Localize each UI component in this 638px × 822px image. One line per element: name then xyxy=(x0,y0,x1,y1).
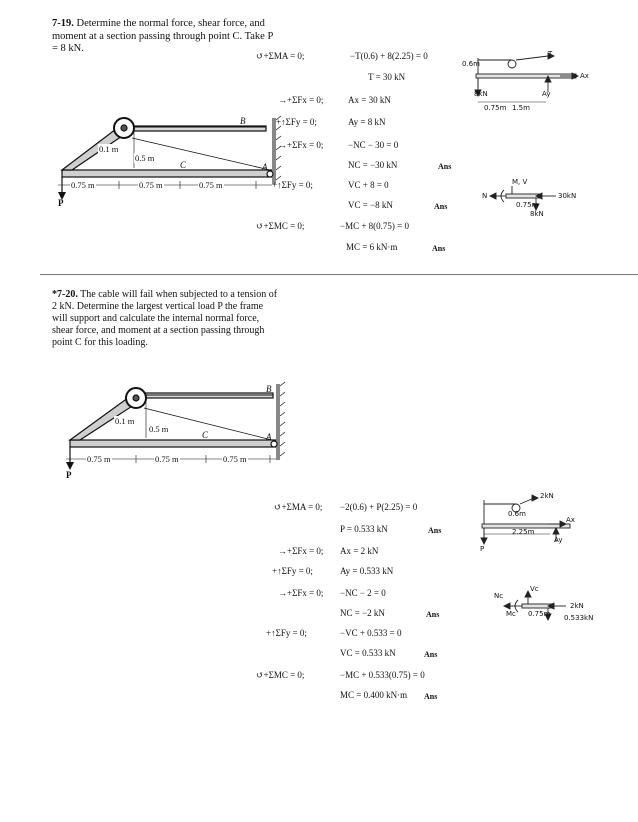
p20-fbd-t: 2kN xyxy=(540,492,554,500)
p20-eq5-expr: NC = −2 kN xyxy=(340,608,385,618)
p20-fbd-v: Vc xyxy=(530,585,539,593)
p20-eq8-cond: ↺+ΣMC = 0; xyxy=(256,670,305,680)
p19-eq0-expr: −T(0.6) + 8(2.25) = 0 xyxy=(350,51,428,61)
p20-dim-2: 0.75 m xyxy=(155,454,179,464)
p19-fbd-t: T xyxy=(548,50,553,58)
p20-fbd-ax: Ax xyxy=(566,516,575,524)
p20-eq4-expr: −NC − 2 = 0 xyxy=(340,588,386,598)
p19-radius-label: 0.1 m xyxy=(99,144,119,154)
p20-fbd-n: Nc xyxy=(494,592,504,600)
p19-fbd-load-s: 8kN xyxy=(530,210,544,218)
p19-label-b: B xyxy=(240,116,246,126)
p20-height-label: 0.5 m xyxy=(149,424,169,434)
p20-eq1-expr: P = 0.533 kN xyxy=(340,524,388,534)
p19-eq3-expr: Ay = 8 kN xyxy=(348,117,386,127)
p20-eq1-ans: Ans xyxy=(428,526,442,535)
p19-eq0-cond: ↺+ΣMA = 0; xyxy=(256,51,305,61)
p19-fbd-ay: Ay xyxy=(542,90,551,98)
p20-fbd-load-s: 0.533kN xyxy=(564,614,594,622)
p19-eq7-expr: VC = −8 kN xyxy=(348,200,393,210)
p20-eq5-ans: Ans xyxy=(426,610,440,619)
p19-eq5-ans: Ans xyxy=(438,162,452,171)
p19-eq4-expr: −NC − 30 = 0 xyxy=(348,140,399,150)
p20-eq9-expr: MC = 0.400 kN·m xyxy=(340,690,408,700)
p19-eq6-expr: VC + 8 = 0 xyxy=(348,180,389,190)
p20-dim-1: 0.75 m xyxy=(87,454,111,464)
p20-eq4-cond: →+ΣFx = 0; xyxy=(278,588,324,598)
p19-eq6-cond: +↑ΣFy = 0; xyxy=(272,180,313,190)
p19-fbd-d1: 0.75m xyxy=(484,104,507,112)
p20-label-c: C xyxy=(202,430,209,440)
p19-dim-1: 0.75 m xyxy=(71,180,95,190)
problem-20-number: *7-20. xyxy=(52,289,78,300)
p19-fbd-mv: M, V xyxy=(512,178,528,186)
p19-eq9-expr: MC = 6 kN·m xyxy=(346,242,398,252)
p20-eq0-cond: ↺+ΣMA = 0; xyxy=(274,502,323,512)
p19-fbd-force: 30kN xyxy=(558,192,577,200)
p20-eq8-expr: −MC + 0.533(0.75) = 0 xyxy=(340,670,425,680)
problem-20-text: The cable will fail when subjected to a tension of 2 kN. Determine the largest vertical load P the frame will support and calculate the internal normal force, shear force, and moment at a section passing through point C for this loading. xyxy=(52,289,278,348)
p20-label-b: B xyxy=(266,384,272,394)
p20-dim-3: 0.75 m xyxy=(223,454,247,464)
p20-eq0-expr: −2(0.6) + P(2.25) = 0 xyxy=(340,502,418,512)
p19-eq9-ans: Ans xyxy=(432,244,446,253)
p19-height-label: 0.5 m xyxy=(135,153,155,163)
problem-19-text: Determine the normal force, shear force, and moment at a section passing through point C. Take P = 8 kN. xyxy=(52,18,273,54)
p19-fbd-n: N xyxy=(482,192,488,200)
p20-radius-label: 0.1 m xyxy=(115,416,135,426)
p19-eq2-cond: →+ΣFx = 0; xyxy=(278,95,324,105)
p19-fbd-dist: 0.75m xyxy=(516,201,539,209)
p19-eq3-cond: +↑ΣFy = 0; xyxy=(276,117,317,127)
p19-dim-2: 0.75 m xyxy=(139,180,163,190)
p20-eq2-cond: →+ΣFx = 0; xyxy=(278,546,324,556)
p19-eq7-ans: Ans xyxy=(434,202,448,211)
problem-19-number: 7-19. xyxy=(52,18,74,29)
p20-eq7-ans: Ans xyxy=(424,650,438,659)
p20-fbd-d1: 2.25m xyxy=(512,528,535,536)
p20-eq6-cond: +↑ΣFy = 0; xyxy=(266,628,307,638)
p19-eq2-expr: Ax = 30 kN xyxy=(348,95,391,105)
p19-dim-3: 0.75 m xyxy=(199,180,223,190)
p19-eq5-expr: NC = −30 kN xyxy=(348,160,398,170)
p19-eq8-cond: ↺+ΣMC = 0; xyxy=(256,221,305,231)
p19-fbd-d2: 1.5m xyxy=(512,104,530,112)
p19-label-p: P xyxy=(58,198,64,208)
p20-eq2-expr: Ax = 2 kN xyxy=(340,546,379,556)
p20-eq7-expr: VC = 0.533 kN xyxy=(340,648,396,658)
p20-eq3-cond: +↑ΣFy = 0; xyxy=(272,566,313,576)
p19-label-c: C xyxy=(180,160,187,170)
p20-eq3-expr: Ay = 0.533 kN xyxy=(340,566,394,576)
p20-eq9-ans: Ans xyxy=(424,692,438,701)
p19-eq1-expr: T = 30 kN xyxy=(368,72,406,82)
p20-eq6-expr: −VC + 0.533 = 0 xyxy=(340,628,402,638)
p19-fbd-load: 8kN xyxy=(474,90,488,98)
p20-label-p: P xyxy=(66,470,72,480)
p19-eq8-expr: −MC + 8(0.75) = 0 xyxy=(340,221,409,231)
p20-fbd-force: 2kN xyxy=(570,602,584,610)
p19-fbd-ax: Ax xyxy=(580,72,589,80)
p20-fbd-dist: 0.75m xyxy=(528,610,551,618)
p20-fbd-load: P xyxy=(480,545,485,553)
p20-fbd-top: 0.6m xyxy=(508,510,526,518)
p20-fbd-m: Mc xyxy=(506,610,516,618)
p19-label-a: A xyxy=(262,162,268,172)
p19-eq4-cond: →+ΣFx = 0; xyxy=(278,140,324,150)
p19-fbd-top: 0.6m xyxy=(462,60,480,68)
p20-label-a: A xyxy=(266,432,272,442)
p20-fbd-ay: Ay xyxy=(554,536,563,544)
